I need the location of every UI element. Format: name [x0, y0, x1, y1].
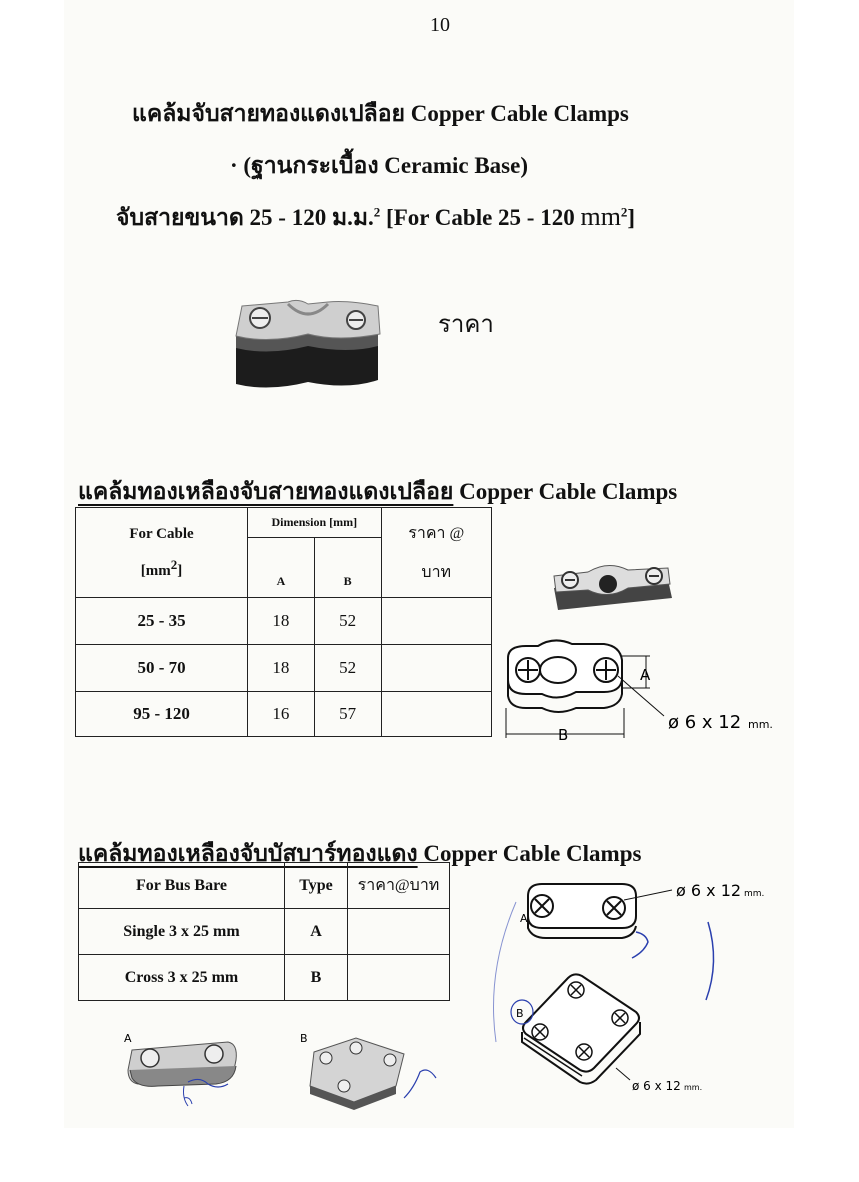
section-title-thai: แคล้มทองเหลืองจับสายทองแดงเปลือย	[78, 479, 454, 504]
bracket-close: ]	[177, 562, 183, 579]
table-row	[76, 598, 492, 645]
page-number: 10	[430, 14, 450, 36]
type-b-label: B	[516, 1007, 524, 1020]
header-b: B	[314, 538, 381, 598]
busbar-clamp-diagram	[476, 872, 796, 1102]
dimension-a-label: A	[640, 666, 651, 684]
cell-a: 18	[248, 645, 315, 692]
section-title-en: Copper Cable Clamps	[423, 841, 642, 866]
cell-type: A	[285, 909, 348, 955]
superscript: 2	[373, 204, 381, 220]
cell-price	[348, 909, 450, 955]
title-copper-cable-clamps: แคล้มจับสายทองแดงเปลือย Copper Cable Clamps	[132, 101, 629, 126]
cable-size-en: [For Cable 25 - 120	[380, 205, 581, 230]
photo-b-label: B	[300, 1032, 308, 1045]
cell-price	[348, 955, 450, 1001]
header-for-cable-label: For Cable	[129, 525, 194, 542]
type-a-label: A	[520, 912, 528, 925]
brass-cable-clamp-photo	[548, 560, 678, 620]
superscript: 2	[620, 204, 628, 220]
cell-price	[381, 645, 492, 692]
unit-text: [mm	[140, 562, 171, 579]
cell-price	[381, 598, 492, 645]
cell-bus: Single 3 x 25 mm	[79, 909, 285, 955]
hole-size-label-bottom: ø 6 x 12	[632, 1079, 681, 1093]
cell-b: 52	[314, 645, 381, 692]
table-row	[76, 692, 492, 737]
hole-size-unit-top: mm.	[744, 889, 765, 899]
header-price	[381, 508, 492, 598]
cell-cable: 95 - 120	[76, 692, 248, 737]
header-price: ราคา@บาท	[348, 863, 450, 909]
price-label: ราคา	[438, 312, 494, 338]
section-title-thai: แคล้มทองเหลืองจับบัสบาร์ทองแดง	[78, 841, 418, 866]
cable-size-thai: จับสายขนาด 25 - 120 ม.ม.	[116, 205, 374, 230]
section-title-brass-cable-clamps	[78, 474, 677, 510]
cell-a: 16	[248, 692, 315, 737]
unit-mm: mm	[580, 202, 621, 231]
table-row	[79, 955, 450, 1001]
busbar-clamp-table	[78, 862, 450, 1001]
header-price-line1: ราคา @	[408, 524, 465, 542]
header-for-cable	[76, 508, 248, 598]
photo-a-label: A	[124, 1032, 132, 1045]
busbar-clamp-a-photo	[118, 1026, 248, 1116]
superscript: 2	[170, 556, 178, 572]
bracket-close: ]	[627, 205, 636, 230]
header-a: A	[248, 538, 315, 598]
cell-price	[381, 692, 492, 737]
header-for-bus: For Bus Bare	[79, 863, 285, 909]
hole-size-label: ø 6 x 12	[668, 712, 742, 733]
hole-size-unit-bottom: mm.	[684, 1083, 703, 1092]
brass-cable-clamp-diagram	[496, 636, 796, 746]
cell-a: 18	[248, 598, 315, 645]
cell-cable: 25 - 35	[76, 598, 248, 645]
header-unit	[76, 557, 247, 580]
dimension-b-label: B	[558, 726, 569, 744]
header-dimension: Dimension [mm]	[248, 508, 381, 538]
subtitle-cable-size	[116, 200, 635, 236]
cable-clamp-table	[75, 507, 492, 737]
hole-size-unit: mm.	[748, 718, 773, 731]
section-title-en: Copper Cable Clamps	[459, 479, 678, 504]
cell-type: B	[285, 955, 348, 1001]
cell-bus: Cross 3 x 25 mm	[79, 955, 285, 1001]
table-row	[76, 645, 492, 692]
busbar-clamp-b-photo	[296, 1028, 446, 1118]
subtitle-ceramic-base: · (ฐานกระเบื้อง Ceramic Base)	[230, 153, 528, 178]
ceramic-clamp-photo	[228, 294, 388, 394]
cell-b: 57	[314, 692, 381, 737]
header-type: Type	[285, 863, 348, 909]
table-row	[79, 909, 450, 955]
hole-size-label-top: ø 6 x 12	[676, 881, 742, 900]
cell-cable: 50 - 70	[76, 645, 248, 692]
cell-b: 52	[314, 598, 381, 645]
header-price-line2: บาท	[421, 563, 452, 581]
